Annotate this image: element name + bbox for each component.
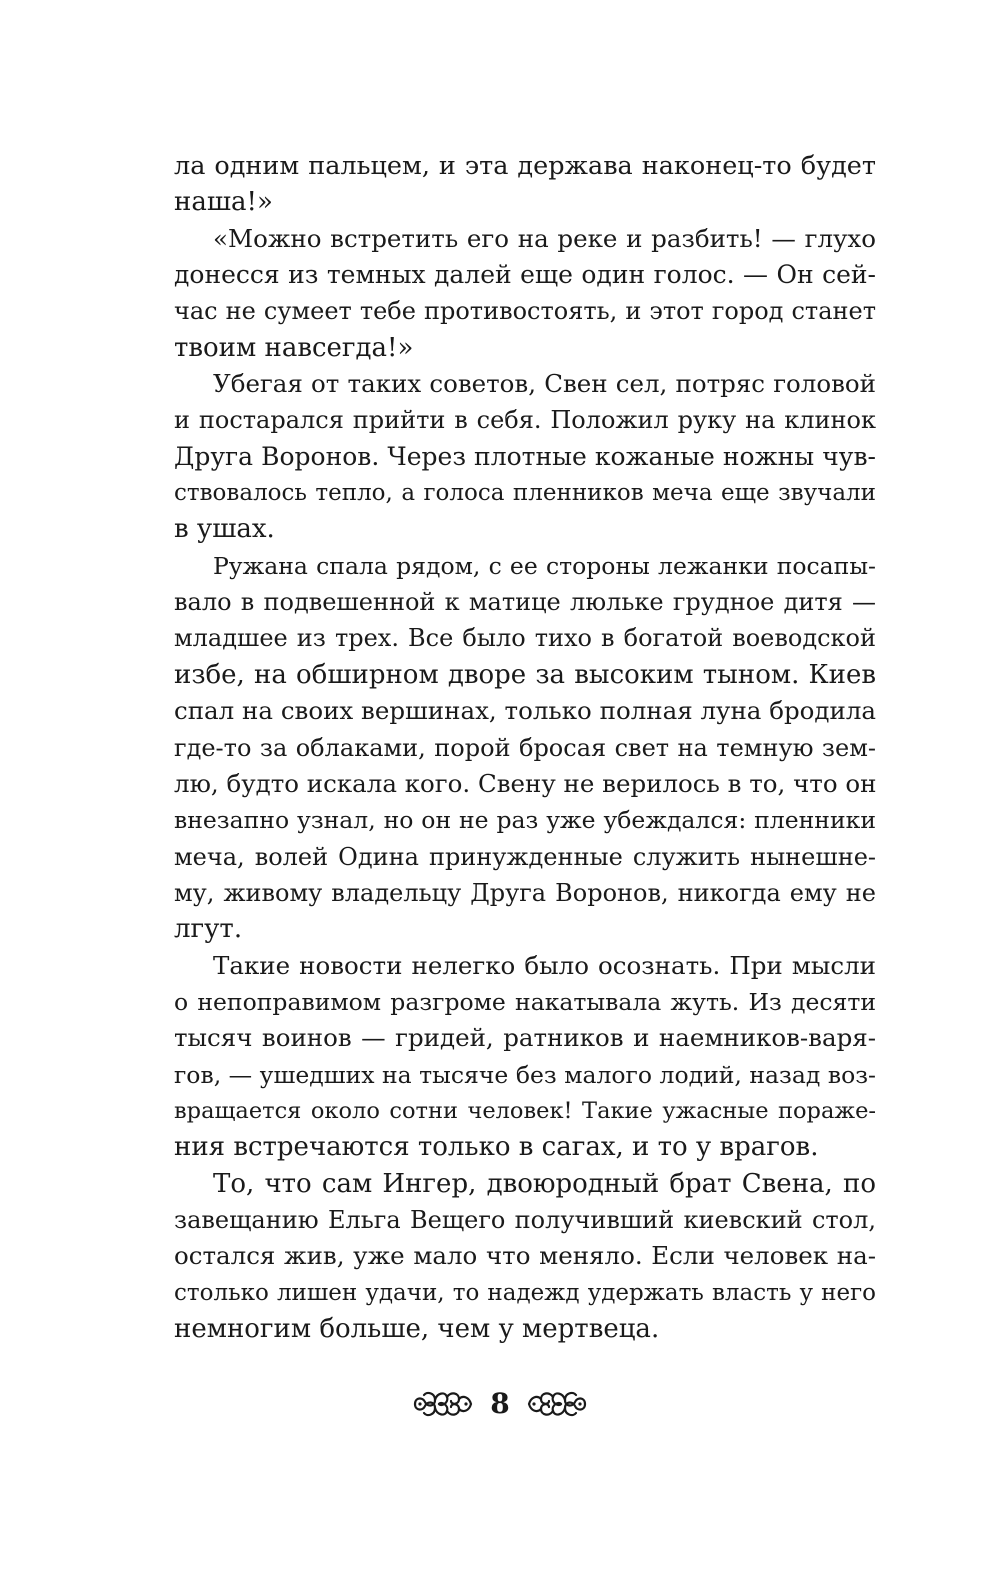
text-line: остался жив, уже мало что меняло. Если человек на-	[174, 1241, 876, 1271]
text-line: гов, — ушедших на тысяче без малого лодий, назад воз-	[174, 1060, 876, 1089]
text-line: внезапно узнал, но он не раз уже убеждался: пленники	[174, 806, 876, 835]
text-line: избе, на обширном дворе за высоким тыном. Киев	[174, 659, 876, 690]
text-line: час не сумеет тебе противостоять, и этот город станет	[174, 297, 876, 326]
text-line: и постарался прийти в себя. Положил руку на клинок	[174, 406, 876, 435]
text-line: где-то за облаками, порой бросая свет на темную зем-	[174, 733, 876, 762]
text-line: «Можно встретить его на реке и разбить! — глухо	[213, 223, 876, 253]
text-line: ла одним пальцем, и эта держава наконец-то будет	[174, 151, 876, 181]
text-line: Такие новости нелегко было осознать. При мысли	[213, 950, 876, 980]
text-line: вращается около сотни человек! Такие ужасные пораже-	[174, 1097, 876, 1124]
text-line: Ружана спала рядом, с ее стороны лежанки посапы-	[213, 551, 876, 580]
text-line: спал на своих вершинах, только полная луна бродила	[174, 696, 876, 726]
text-line: о непоправимом разгроме накатывала жуть. Из десяти	[174, 987, 876, 1016]
text-line: в ушах.	[174, 514, 275, 545]
text-line: му, живому владельцу Друга Воронов, никогда ему не	[174, 878, 876, 907]
text-line: завещанию Ельга Вещего получивший киевский стол,	[174, 1205, 876, 1234]
text-line: немногим больше, чем у мертвеца.	[174, 1314, 660, 1344]
text-line: вало в подвешенной к матице люльке грудное дитя —	[174, 588, 876, 617]
body-text	[174, 148, 876, 1347]
knotwork-ornament-icon	[411, 1385, 475, 1423]
page-folio	[0, 1382, 1000, 1426]
text-line: Убегая от таких советов, Свен сел, потряс головой	[213, 369, 876, 399]
text-line: тысяч воинов — гридей, ратников и наемников-варя-	[174, 1023, 876, 1053]
text-line: лю, будто искала кого. Свену не верилось в то, что он	[174, 768, 876, 798]
knotwork-ornament-icon	[525, 1385, 589, 1423]
text-line: ния встречаются только в сагах, и то у врагов.	[174, 1132, 819, 1163]
text-line: меча, волей Одина принужденные служить нынешне-	[174, 842, 876, 871]
text-line: донесся из темных далей еще один голос. — Он сей-	[174, 260, 876, 290]
text-line: наша!»	[174, 187, 273, 218]
text-line: ствовалось тепло, а голоса пленников меча еще звучали	[174, 480, 876, 507]
text-line: столько лишен удачи, то надежд удержать власть у него	[174, 1279, 876, 1306]
text-line: Друга Воронов. Через плотные кожаные ножны чув-	[174, 441, 876, 471]
text-line: младшее из трех. Все было тихо в богатой воеводской	[174, 624, 876, 653]
text-line: То, что сам Ингер, двоюродный брат Свена, по	[213, 1168, 876, 1199]
text-line: лгут.	[174, 914, 243, 945]
page-number: 8	[490, 1387, 510, 1420]
text-line: твоим навсегда!»	[174, 332, 414, 363]
